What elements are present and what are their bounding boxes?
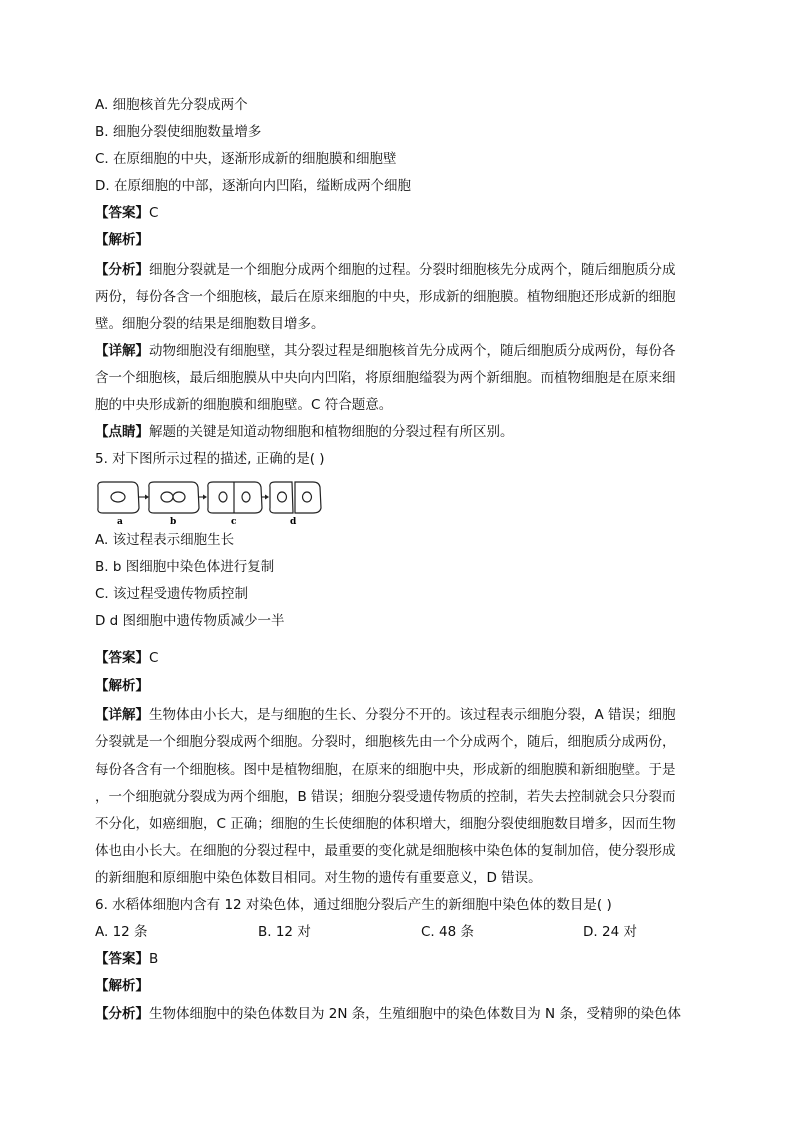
q6-option-c: C. 48 条 <box>421 924 474 940</box>
q5-detail-line-6: 体也由小长大。在细胞的分裂过程中，最重要的变化就是细胞核中染色体的复制加倍，使分裂形成 <box>95 843 676 859</box>
nucleus-c-2 <box>242 492 250 502</box>
detail-line-3: 胞的中央形成新的细胞膜和细胞壁。C 符合题意。 <box>95 397 393 413</box>
q5-answer-line <box>95 648 158 668</box>
fenxi-line-2: 两份，每份各含一个细胞核，最后在原来细胞的中央，形成新的细胞膜。植物细胞还形成新的细胞 <box>95 289 676 305</box>
q5-detail-line-7: 的新细胞和原细胞中染色体数目相同。对生物的遗传有重要意义，D 错误。 <box>95 870 542 886</box>
fenxi-tag: 【分析】 <box>95 262 149 278</box>
q6-stem: 6. 水稻体细胞内含有 12 对染色体，通过细胞分裂后产生的新细胞中染色体的数目是( ) <box>95 897 612 913</box>
cell-division-figure <box>95 478 330 526</box>
cell-d-left <box>270 482 293 513</box>
detail-tag: 【详解】 <box>95 343 149 359</box>
q6-answer-tag: 【答案】 <box>95 951 149 967</box>
nucleus-c-1 <box>219 492 227 502</box>
q6-analysis-tag: 【解析】 <box>95 978 149 994</box>
q6-option-b: B. 12 对 <box>258 924 311 940</box>
comment-line <box>95 422 514 442</box>
cell-b <box>149 482 199 513</box>
answer-tag: 【答案】 <box>95 205 149 221</box>
fenxi-text: 细胞分裂就是一个细胞分成两个细胞的过程。分裂时细胞核先分成两个，随后细胞质分成 <box>149 262 676 278</box>
answer-value: C <box>149 205 159 221</box>
detail-text: 动物细胞没有细胞壁，其分裂过程是细胞核首先分成两个，随后细胞质分成两份，每份各 <box>149 343 676 359</box>
detail-line-1 <box>95 341 676 361</box>
nucleus-b-1 <box>161 492 173 502</box>
figure-label-b: b <box>170 517 177 526</box>
q6-answer-line <box>95 949 158 969</box>
arrow-c-d <box>265 495 269 500</box>
q5-option-c: C. 该过程受遗传物质控制 <box>95 586 249 602</box>
cell-c <box>208 482 262 513</box>
q6-fenxi-line <box>95 1004 681 1024</box>
nucleus-d-1 <box>278 492 287 502</box>
figure-label-c: c <box>231 517 237 526</box>
nucleus-b-2 <box>173 492 185 502</box>
analysis-tag: 【解析】 <box>95 232 149 248</box>
q5-detail-line-4: ，一个细胞就分裂成为两个细胞，B 错误；细胞分裂受遗传物质的控制，若失去控制就会只分裂而 <box>95 789 676 805</box>
q6-option-a: A. 12 条 <box>95 924 148 940</box>
option-a: A. 细胞核首先分裂成两个 <box>95 97 248 113</box>
cell-d-right <box>295 482 321 513</box>
q5-detail-line-1 <box>95 705 676 725</box>
fenxi-line-1 <box>95 260 676 280</box>
option-c: C. 在原细胞的中央，逐渐形成新的细胞膜和细胞壁 <box>95 151 397 167</box>
q5-detail-tag: 【详解】 <box>95 707 149 723</box>
arrow-a-b <box>145 495 149 500</box>
comment-tag: 【点睛】 <box>95 424 149 440</box>
figure-label-a: a <box>117 517 123 526</box>
q5-stem: 5. 对下图所示过程的描述, 正确的是( ) <box>95 451 325 467</box>
q6-fenxi-text: 生物体细胞中的染色体数目为 2N 条，生殖细胞中的染色体数目为 N 条，受精卵的染色体 <box>149 1006 681 1022</box>
q5-option-b: B. b 图细胞中染色体进行复制 <box>95 559 275 575</box>
q6-fenxi-tag: 【分析】 <box>95 1006 149 1022</box>
arrow-b-c <box>203 495 207 500</box>
cell-a <box>98 482 139 513</box>
q5-option-a: A. 该过程表示细胞生长 <box>95 532 235 548</box>
option-d: D. 在原细胞的中部，逐渐向内凹陷，缢断成两个细胞 <box>95 178 411 194</box>
q5-detail-line-5: 不分化，如癌细胞，C 正确；细胞的生长使细胞的体积增大，细胞分裂使细胞数目增多，因而生物 <box>95 816 676 832</box>
q5-option-d: D d 图细胞中遗传物质减少一半 <box>95 613 285 629</box>
figure-label-d: d <box>290 517 297 526</box>
nucleus-d-2 <box>303 492 312 502</box>
nucleus-a <box>111 492 125 502</box>
fenxi-line-3: 壁。细胞分裂的结果是细胞数目增多。 <box>95 316 325 332</box>
detail-line-2: 含一个细胞核，最后细胞膜从中央向内凹陷，将原细胞缢裂为两个新细胞。而植物细胞是在原来细 <box>95 370 676 386</box>
q5-detail-text: 生物体由小长大，是与细胞的生长、分裂分不开的。该过程表示细胞分裂，A 错误；细胞 <box>149 707 676 723</box>
q5-answer-tag: 【答案】 <box>95 650 149 666</box>
q5-detail-line-2: 分裂就是一个细胞分裂成两个细胞。分裂时，细胞核先由一个分成两个，随后，细胞质分成两份， <box>95 734 676 750</box>
q6-option-d: D. 24 对 <box>583 924 637 940</box>
comment-text: 解题的关键是知道动物细胞和植物细胞的分裂过程有所区别。 <box>149 424 514 440</box>
answer-line <box>95 203 158 223</box>
q5-analysis-tag: 【解析】 <box>95 678 149 694</box>
q5-answer-value: C <box>149 650 159 666</box>
option-b: B. 细胞分裂使细胞数量增多 <box>95 124 262 140</box>
q5-detail-line-3: 每份各含有一个细胞核。图中是植物细胞，在原来的细胞中央，形成新的细胞膜和新细胞壁。于是 <box>95 762 676 778</box>
q6-answer-value: B <box>149 951 159 967</box>
